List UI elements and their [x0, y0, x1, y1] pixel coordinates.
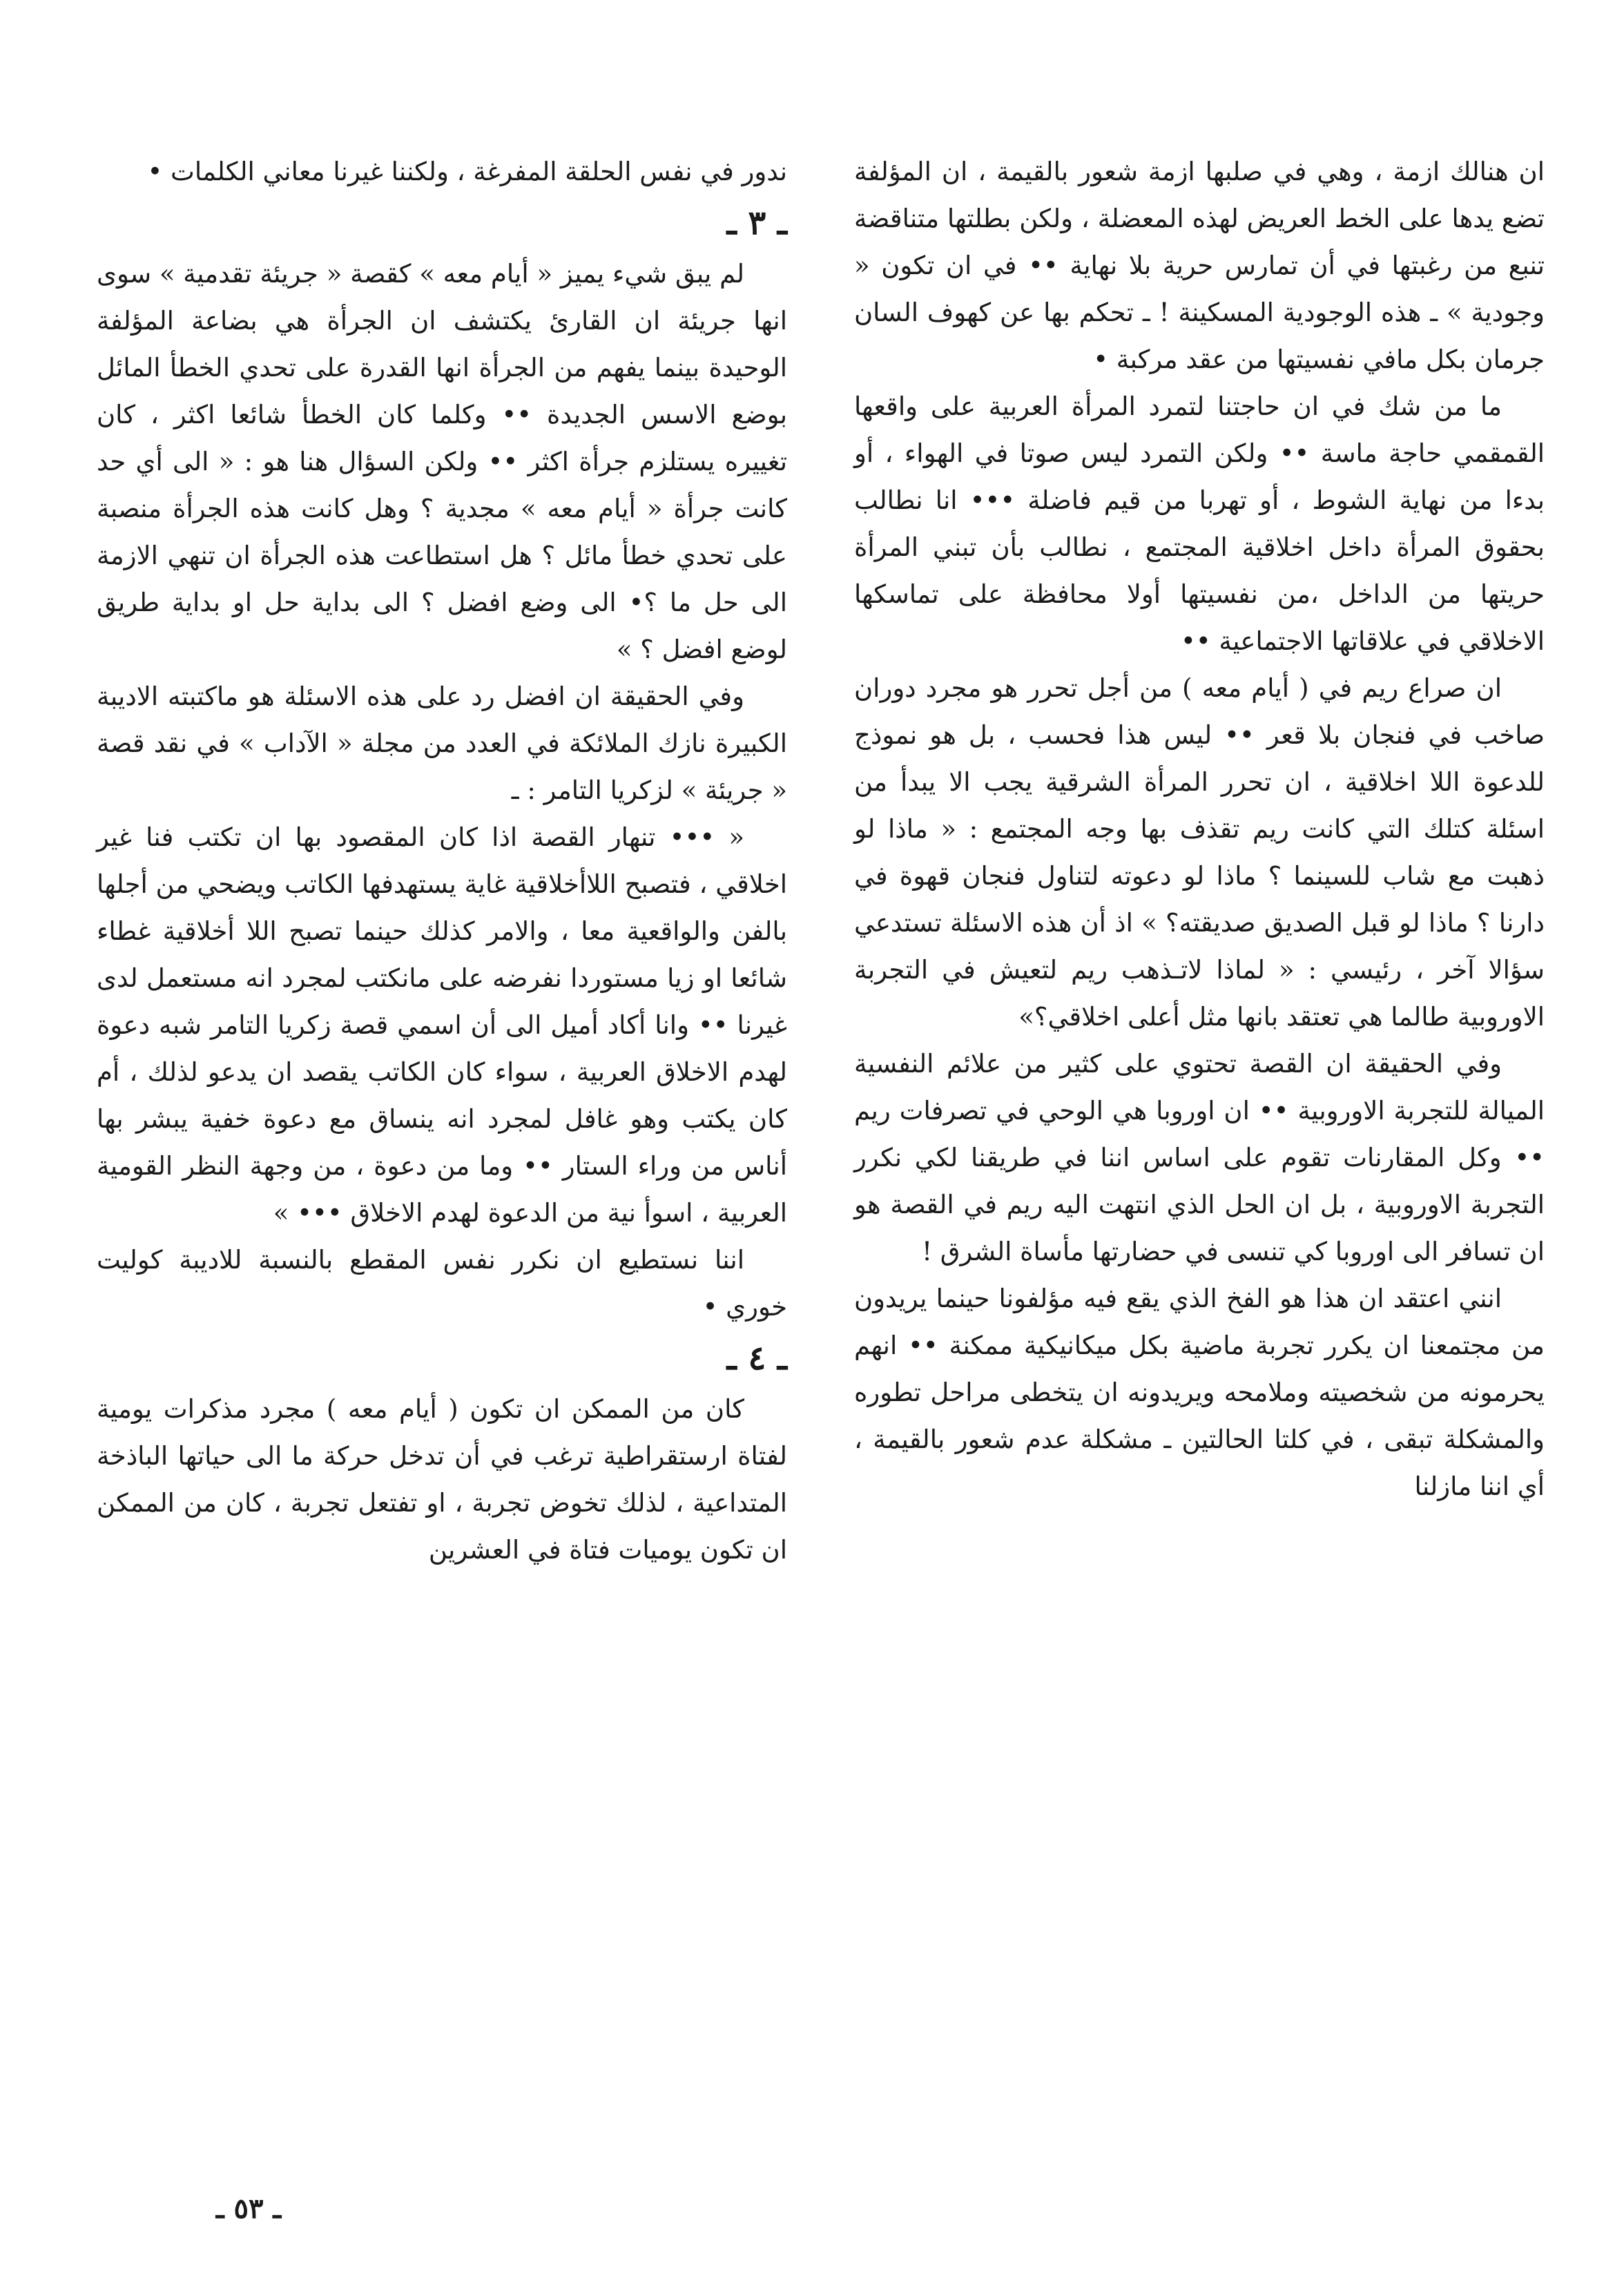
paragraph: كان من الممكن ان تكون ( أيام معه ) مجرد مذكرات يومية لفتاة ارستقراطية ترغب في أن تدخل حركة ما الى حياتها الباذخة المتداعية ، لذلك تخوض تجربة ، او تفتعل تجربة ، كان من الممكن ان تكون يوميات فتاة في العشرين [97, 1394, 787, 1565]
paragraph: انني اعتقد ان هذا هو الفخ الذي يقع فيه مؤلفونا حينما يريدون من مجتمعنا ان يكرر تجربة ماضية بكل ميكانيكية ممكنة •• انهم يحرمونه من شخصيته وملامحه ويريدونه ان يتخطى مراحل تطوره والمشكلة تبقى ، في كلتا الحالتين ـ مشكلة عدم شعور بالقيمة ، أي اننا مازلنا [854, 1284, 1545, 1501]
paragraph: لم يبق شيء يميز « أيام معه » كقصة « جريئة تقدمية » سوى انها جريئة ان القارئ يكتشف ان الجرأة هي بضاعة المؤلفة الوحيدة بينما يفهم من الجرأة انها القدرة على تحدي الخطأ المائل بوضع الاسس الجديدة •• وكلما كان الخطأ شائعا اكثر ، كان تغييره يستلزم جرأة اكثر •• ولكن السؤال هنا هو : « الى أي حد كانت جرأة « أيام معه » مجدية ؟ وهل كانت هذه الجرأة منصبة على تحدي خطأ مائل ؟ هل استطاعت هذه الجرأة ان تنهي الازمة الى حل ما ؟• الى وضع افضل ؟ الى بداية حل او بداية طريق لوضع افضل ؟ » [97, 259, 787, 664]
paragraph: وفي الحقيقة ان افضل رد على هذه الاسئلة هو ماكتبته الاديبة الكبيرة نازك الملائكة في العدد من مجلة « الآداب » في نقد قصة « جريئة » لزكريا التامر : ـ [97, 682, 787, 805]
paragraph: ما من شك في ان حاجتنا لتمرد المرأة العربية على واقعها القمقمي حاجة ماسة •• ولكن التمرد ليس صوتا في الهواء ، أو بدءا من نهاية الشوط ، أو تهربا من قيم فاضلة ••• انا نطالب بحقوق المرأة داخل اخلاقية المجتمع ، نطالب بأن تبني المرأة حريتها من الداخل ،من نفسيتها أولا محافظة على تماسكها الاخلاقي في علاقاتها الاجتماعية •• [854, 392, 1545, 656]
paragraph: وفي الحقيقة ان القصة تحتوي على كثير من علائم النفسية الميالة للتجربة الاوروبية •• ان اوروبا هي الوحي في تصرفات ريم •• وكل المقارنات تقوم على اساس اننا في طريقنا لكي نكرر التجربة الاوروبية ، بل ان الحل الذي انتهت اليه ريم في القصة هو ان تسافر الى اوروبا كي تنسى في حضارتها مأساة الشرق ! [854, 1049, 1545, 1266]
paragraph: اننا نستطيع ان نكرر نفس المقطع بالنسبة للاديبة كوليت خوري • [97, 1245, 787, 1322]
right-column [854, 148, 1545, 1510]
quotation-paragraph: « ••• تنهار القصة اذا كان المقصود بها ان تكتب فنا غير اخلاقي ، فتصبح اللاأخلاقية غاية يستهدفها الكاتب ويضحي من أجلها بالفن والواقعية معا ، والامر كذلك حينما تصبح اللا أخلاقية غطاء شائعا او زيا مستوردا نفرضه على مانكتب لمجرد انه مستعمل لدى غيرنا •• وانا أكاد أميل الى أن اسمي قصة زكريا التامر شبه دعوة لهدم الاخلاق العربية ، سواء كان الكاتب يقصد ان يدعو لذلك ، أم كان يكتب وهو غافل لمجرد انه ينساق مع دعوة خفية يبشر بها أناس من وراء الستار •• وما من دعوة ، من وجهة النظر القومية العربية ، اسوأ نية من الدعوة لهدم الاخلاق ••• » [97, 822, 787, 1228]
paragraph: ان هنالك ازمة ، وهي في صلبها ازمة شعور بالقيمة ، ان المؤلفة تضع يدها على الخط العريض لهذه المعضلة ، ولكن بطلتها متناقضة تنبع من رغبتها في أن تمارس حرية بلا نهاية •• في ان تكون « وجودية » ـ هذه الوجودية المسكينة ! ـ تحكم بها عن كهوف السان جرمان بكل مافي نفسيتها من عقد مركبة • [854, 157, 1545, 374]
paragraph: ان صراع ريم في ( أيام معه ) من أجل تحرر هو مجرد دوران صاخب في فنجان بلا قعر •• ليس هذا فحسب ، بل هو نموذج للدعوة اللا اخلاقية ، ان تحرر المرأة الشرقية يجب الا يبدأ من اسئلة كتلك التي كانت ريم تقذف بها وجه المجتمع : « ماذا لو ذهبت مع شاب للسينما ؟ ماذا لو دعوته لتناول فنجان قهوة في دارنا ؟ ماذا لو قبل الصديق صديقته؟ » اذ أن هذه الاسئلة تستدعي سؤالا آخر ، رئيسي : « لماذا لاتـذهب ريم لتعيش في التجربة الاوروبية طالما هي تعتقد بانها مثل أعلى اخلاقي؟» [854, 673, 1545, 1032]
section-heading-3: ـ ٣ ـ [726, 204, 787, 242]
opening-line: ندور في نفس الحلقة المفرغة ، ولكننا غيرنا معاني الكلمات • [147, 157, 787, 186]
page-number: ـ ٥٣ ـ [215, 2192, 282, 2225]
left-column [97, 148, 787, 1574]
section-heading-4: ـ ٤ ـ [726, 1339, 787, 1378]
